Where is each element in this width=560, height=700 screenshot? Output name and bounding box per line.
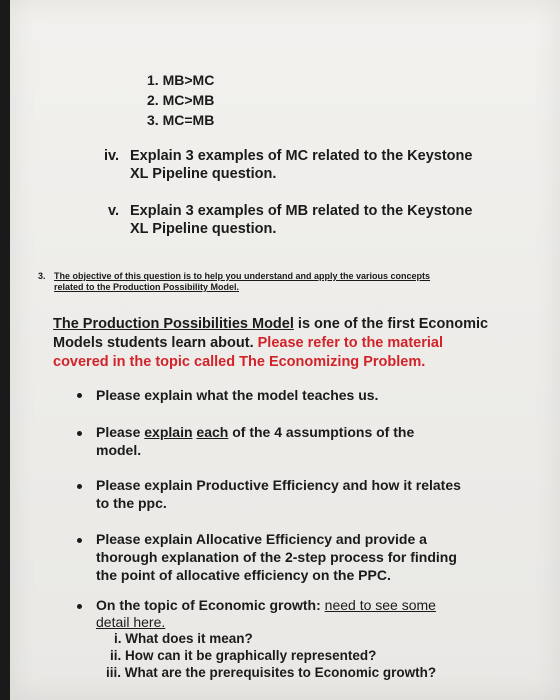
intro-paragraph-line: The Production Possibilities Model is one of the first Economic <box>53 316 489 332</box>
detail-link[interactable]: need to see some <box>324 597 436 613</box>
list-number: 3. <box>147 112 159 128</box>
question-3-objective: related to the Production Possibility Model. <box>54 282 240 292</box>
model-name: The Production Possibilities Model <box>53 316 294 332</box>
sub-item-mark: i. <box>114 631 122 646</box>
question-text: Explain 3 examples of MC related to the Keystone <box>130 148 473 164</box>
sub-item-text: What does it mean? <box>125 631 253 646</box>
sub-item-text: What are the prerequisites to Economic growth? <box>124 665 437 680</box>
sub-item <box>106 664 436 682</box>
sub-item <box>114 630 253 648</box>
question-text: Explain 3 examples of MB related to the Keystone <box>130 203 473 219</box>
list-number: 1. <box>147 72 159 88</box>
intro-paragraph-line: Models students learn about. Please refer to the material <box>53 335 444 351</box>
question-3-objective: The objective of this question is to help you understand and apply the various concepts <box>54 271 431 281</box>
document-page <box>10 0 560 700</box>
list-item <box>147 70 214 90</box>
intro-paragraph-line: covered in the topic called The Economizing Problem. <box>53 354 426 370</box>
bullet-item: On the topic of Economic growth: need to see some <box>96 597 436 613</box>
bullet-icon <box>77 604 82 609</box>
bullet-icon <box>77 431 82 436</box>
bullet-item-continued: thorough explanation of the 2-step process for finding <box>96 549 457 565</box>
list-text: MB>MC <box>162 72 215 88</box>
bullet-icon <box>77 538 82 543</box>
bullet-item: Please explain Allocative Efficiency and provide a <box>96 531 427 547</box>
list-number: 2. <box>147 92 159 108</box>
question-v <box>104 202 524 242</box>
bullet-icon <box>77 393 82 398</box>
list-text: MC=MB <box>162 112 215 128</box>
sub-item-text: How can it be graphically represented? <box>125 648 377 663</box>
bullet-icon <box>77 484 82 489</box>
detail-link[interactable]: detail here. <box>96 614 166 630</box>
bullet-item: Please explain what the model teaches us. <box>96 387 379 403</box>
list-item <box>147 90 214 110</box>
sub-item-mark: ii. <box>110 648 122 663</box>
sub-item <box>110 647 376 665</box>
bullet-item: Please explain each of the 4 assumptions of the <box>96 424 415 440</box>
question-iv <box>104 147 524 187</box>
bullet-item-continued: to the ppc. <box>96 495 167 511</box>
bullet-item: Please explain Productive Efficiency and how it relates <box>96 477 461 493</box>
sub-item-mark: iii. <box>106 665 122 680</box>
bullet-item-continued: the point of allocative efficiency on the PPC. <box>96 567 391 583</box>
question-text: XL Pipeline question. <box>130 166 277 182</box>
roman-numeral: v. <box>108 203 120 219</box>
question-text: XL Pipeline question. <box>130 221 277 237</box>
list-item <box>147 110 214 130</box>
question-3-number: 3. <box>38 271 46 281</box>
roman-numeral: iv. <box>104 148 120 164</box>
list-text: MC>MB <box>162 92 215 108</box>
bullet-item-continued: model. <box>96 442 142 458</box>
